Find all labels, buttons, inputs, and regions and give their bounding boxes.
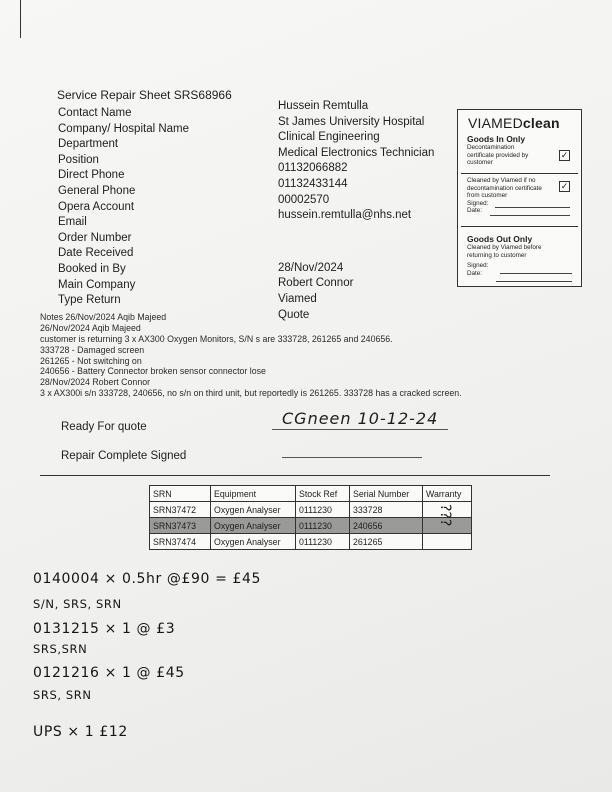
cell-serial: 240656 <box>350 518 423 534</box>
value-position: Medical Electronics Technician <box>278 146 435 159</box>
cell-equipment: Oxygen Analyser <box>211 534 296 550</box>
repair-complete-label: Repair Complete Signed <box>61 450 187 462</box>
cleaned-date-label: Date: <box>467 207 483 214</box>
cleaned-signed-line <box>495 207 570 208</box>
label-direct-phone: Direct Phone <box>58 169 125 182</box>
label-email: Email <box>58 216 87 229</box>
note-line: customer is returning 3 x AX300 Oxygen Monitors, S/N s are 333728, 261265 and 240656. <box>40 333 393 344</box>
goods-in-title: Goods In Only <box>467 134 526 144</box>
header-serial-number: Serial Number <box>350 486 423 502</box>
goods-in-text: Decontamination certificate provided by customer <box>467 144 529 166</box>
notes-block <box>40 312 462 399</box>
warranty-handwritten-marks: ??? <box>437 504 453 527</box>
note-line: 28/Nov/2024 Robert Connor <box>40 377 151 388</box>
field-labels <box>58 106 189 309</box>
value-booked-in-by: Robert Connor <box>278 277 354 290</box>
section-divider <box>40 475 550 476</box>
label-opera-account: Opera Account <box>58 200 135 213</box>
handwritten-line: UPS × 1 £12 <box>33 724 128 740</box>
field-values <box>278 99 434 323</box>
cleaned-date-line <box>490 215 570 216</box>
header-stock-ref: Stock Ref <box>296 486 350 502</box>
value-hospital: St James University Hospital <box>278 115 425 128</box>
ready-for-quote-label: Ready For quote <box>61 421 147 433</box>
goods-out-section <box>467 234 577 277</box>
value-spacer <box>278 224 434 261</box>
value-direct-phone: 01132066882 <box>278 162 348 175</box>
cleaned-checkbox[interactable]: ✓ <box>560 181 569 191</box>
cell-warranty <box>423 534 472 550</box>
label-booked-in-by: Booked in By <box>58 262 126 275</box>
label-general-phone: General Phone <box>58 184 136 197</box>
header-equipment: Equipment <box>211 486 296 502</box>
header-warranty: Warranty <box>423 486 472 502</box>
value-type-return: Quote <box>278 308 310 321</box>
cell-serial: 333728 <box>350 502 423 518</box>
equipment-table <box>149 485 472 550</box>
note-line: 26/Nov/2024 Aqib Majeed <box>40 322 141 333</box>
table-header-row <box>150 486 472 502</box>
table-row <box>150 534 472 550</box>
note-line: 240656 - Battery Connector broken sensor connector lose <box>40 366 266 377</box>
value-contact-name: Hussein Remtulla <box>278 100 369 112</box>
viamed-clean-logo: VIAMEDclean <box>468 115 560 131</box>
table-row <box>150 502 472 518</box>
cell-equipment: Oxygen Analyser <box>211 502 296 518</box>
viamed-clean-box <box>457 109 582 287</box>
value-department: Clinical Engineering <box>278 131 380 144</box>
handwritten-line: 0121216 × 1 @ £45 <box>33 665 185 681</box>
goods-in-section <box>467 134 573 167</box>
value-opera-account: 00002570 <box>278 193 330 206</box>
cell-serial: 261265 <box>350 534 423 550</box>
handwritten-line: SRS,SRN <box>33 642 88 656</box>
note-line: 261265 - Not switching on <box>40 355 142 366</box>
value-general-phone: 01132433144 <box>278 177 348 190</box>
handwritten-line: S/N, SRS, SRN <box>33 597 122 611</box>
ready-signature: CGneen 10-12-24 <box>282 409 439 428</box>
box-divider <box>461 173 578 174</box>
note-line: Notes 26/Nov/2024 Aqib Majeed <box>40 312 167 322</box>
goods-out-signed-line <box>500 273 572 274</box>
label-order-number: Order Number <box>58 231 132 244</box>
goods-out-title: Goods Out Only <box>467 234 533 244</box>
goods-out-text: Cleaned by Viamed before returning to customer <box>467 244 542 259</box>
handwritten-line: 0140004 × 0.5hr @£90 = £45 <box>33 571 261 587</box>
cleaned-text: Cleaned by Viamed if no decontamination certificate from customer <box>467 177 542 199</box>
value-date-received: 28/Nov/2024 <box>278 261 344 274</box>
label-company: Company/ Hospital Name <box>58 122 190 135</box>
box-divider <box>461 226 578 227</box>
cell-srn: SRN37474 <box>150 534 211 550</box>
note-line: 3 x AX300i s/n 333728, 240656, no s/n on third unit, but reportedly is 261265. 333728 has a cracked screen. <box>40 388 462 399</box>
table-row <box>150 518 472 534</box>
label-main-company: Main Company <box>58 278 136 291</box>
goods-out-signed-label: Signed: <box>467 262 489 269</box>
handwritten-line: 0131215 × 1 @ £3 <box>33 621 176 637</box>
ready-signature-line <box>272 429 448 430</box>
label-date-received: Date Received <box>58 247 134 260</box>
header-srn: SRN <box>150 486 211 502</box>
goods-out-date-label: Date: <box>467 269 483 277</box>
label-contact-name: Contact Name <box>58 107 132 119</box>
repair-signature-line <box>282 457 422 458</box>
note-line: 333728 - Damaged screen <box>40 344 145 355</box>
cell-srn: SRN37472 <box>150 502 211 518</box>
label-position: Position <box>58 153 99 166</box>
cell-stock-ref: 0111230 <box>296 534 350 550</box>
label-type-return: Type Return <box>58 294 121 307</box>
handwritten-line: SRS, SRN <box>33 688 92 702</box>
sheet-title: Service Repair Sheet SRS68966 <box>57 88 232 102</box>
cleaned-section <box>467 177 573 215</box>
goods-in-checkbox[interactable]: ✓ <box>560 150 569 160</box>
cell-stock-ref: 0111230 <box>296 518 350 534</box>
pen-mark <box>20 0 21 38</box>
cell-srn: SRN37473 <box>150 518 211 534</box>
cell-equipment: Oxygen Analyser <box>211 518 296 534</box>
goods-out-date-line <box>496 281 572 282</box>
cell-stock-ref: 0111230 <box>296 502 350 518</box>
value-main-company: Viamed <box>278 292 317 305</box>
value-email: hussein.remtulla@nhs.net <box>278 209 412 222</box>
cleaned-signed-label: Signed: <box>467 199 489 207</box>
label-department: Department <box>58 138 119 151</box>
